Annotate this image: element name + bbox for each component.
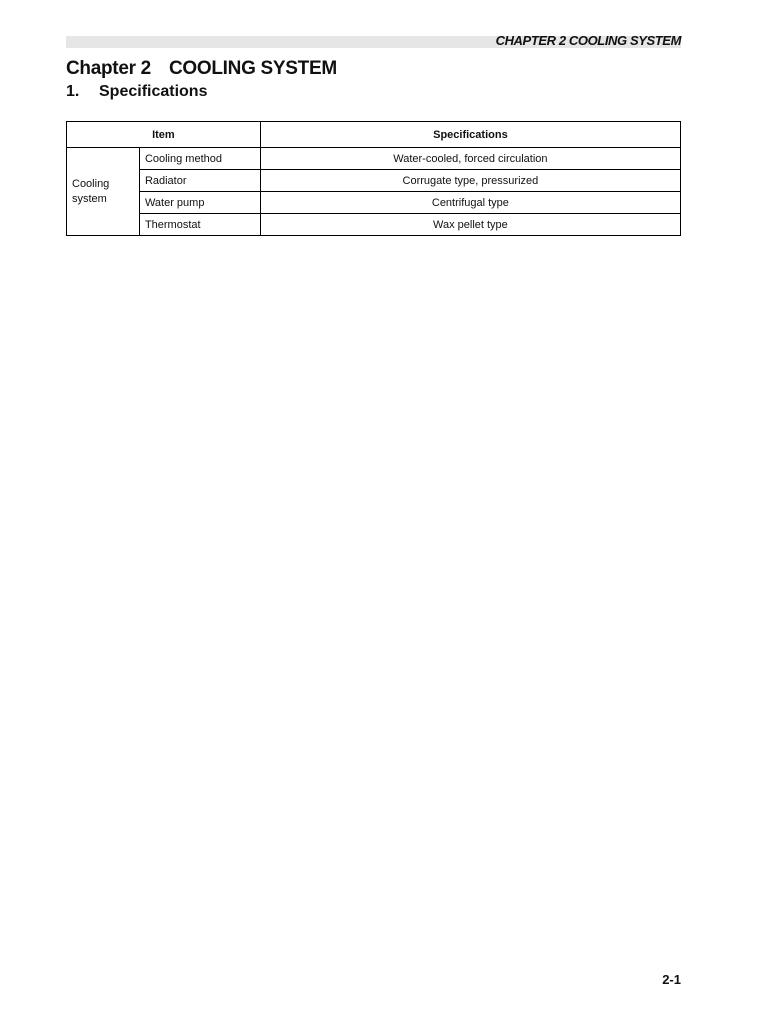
- chapter-name: COOLING SYSTEM: [169, 58, 337, 79]
- section-title: [66, 83, 207, 101]
- spec-cell: Corrugate type, pressurized: [260, 170, 680, 192]
- item-cell: Cooling method: [139, 148, 260, 170]
- table-row: [67, 214, 681, 236]
- page-number: 2-1: [662, 972, 681, 987]
- table-row: [67, 170, 681, 192]
- header-specifications: Specifications: [260, 122, 680, 148]
- spec-cell: Wax pellet type: [260, 214, 680, 236]
- group-cell-cooling-system: [67, 148, 140, 236]
- item-cell: Thermostat: [139, 214, 260, 236]
- table-header-row: [67, 122, 681, 148]
- table-row: [67, 148, 681, 170]
- table-row: [67, 192, 681, 214]
- item-cell: Radiator: [139, 170, 260, 192]
- spec-cell: Centrifugal type: [260, 192, 680, 214]
- section-number: 1.: [66, 83, 80, 100]
- spec-cell: Water-cooled, forced circulation: [260, 148, 680, 170]
- header-item: Item: [67, 122, 261, 148]
- running-header: CHAPTER 2 COOLING SYSTEM: [495, 33, 681, 48]
- specifications-table: [66, 121, 681, 236]
- chapter-title: [66, 58, 337, 80]
- group-label-line2: system: [72, 192, 107, 205]
- chapter-number: Chapter 2: [66, 58, 151, 79]
- item-cell: Water pump: [139, 192, 260, 214]
- group-label-line1: Cooling: [72, 177, 110, 190]
- section-name: Specifications: [99, 83, 208, 100]
